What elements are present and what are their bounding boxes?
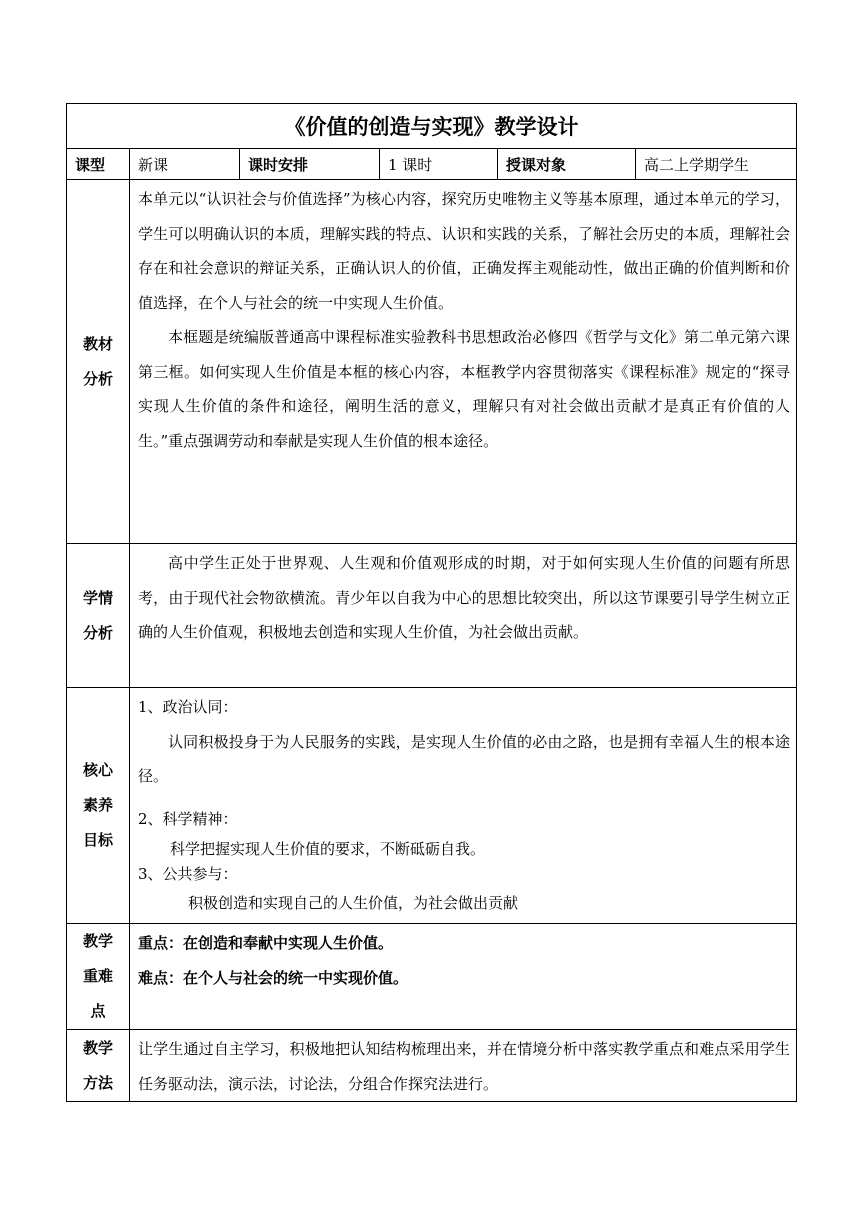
- student-content: [130, 544, 797, 688]
- core-content: [130, 688, 797, 924]
- info-row: [67, 149, 797, 180]
- core-text-1: 认同积极投身于为人民服务的实践，是实现人生价值的必由之路，也是拥有幸福人生的根本途径。: [138, 732, 791, 785]
- method-text: 让学生通过自主学习，积极地把认知结构梳理出来，并在情境分析中落实教学重点和难点采用学生任务驱动法，演示法，讨论法，分组合作探究法进行。: [138, 1040, 791, 1093]
- method-label-line2: 方法: [82, 1073, 113, 1092]
- student-para1: 高中学生正处于世界观、人生观和价值观形成的时期，对于如何实现人生价值的问题有所思考，由于现代社会物欲横流。青少年以自我为中心的思想比较突出，所以这节课要引导学生树立正确的人生价值观，积极地去创造和实现人生价值，为社会做出贡献。: [138, 554, 791, 641]
- lesson-plan-table: [66, 103, 797, 1102]
- keypoints-label-line1: 教学: [82, 932, 113, 950]
- audience-label: 授课对象: [498, 149, 636, 180]
- student-row: [67, 544, 797, 688]
- page-title: 《价值的创造与实现》教学设计: [67, 104, 797, 149]
- textbook-row: [67, 180, 797, 544]
- method-label: [67, 1030, 130, 1102]
- core-text-3: 积极创造和实现自己的人生价值，为社会做出贡献: [188, 894, 519, 912]
- hours-value: 1 课时: [380, 149, 498, 180]
- keypoints-content: [130, 924, 797, 1030]
- core-label-line3: 目标: [82, 831, 113, 849]
- keypoints-row: [67, 924, 797, 1030]
- textbook-para1: 本单元以“认识社会与价值选择”为核心内容，探究历史唯物主义等基本原理，通过本单元的学习，学生可以明确认识的本质，理解实践的特点、认识和实践的关系，了解社会历史的本质，理解社会存在和社会意识的辩证关系，正确认识人的价值，正确发挥主观能动性，做出正确的价值判断和价值选择，在个人与社会的统一中实现人生价值。: [138, 190, 791, 312]
- core-row: [67, 688, 797, 924]
- student-label: [67, 544, 130, 688]
- core-heading-3: 3、公共参与：: [138, 865, 238, 883]
- method-content: [130, 1030, 797, 1102]
- core-label-line2: 素养: [82, 796, 113, 814]
- textbook-content: [130, 180, 797, 544]
- core-text-2: 科学把握实现人生价值的要求，不断砥砺自我。: [170, 840, 486, 858]
- core-heading-2: 2、科学精神：: [138, 809, 238, 828]
- textbook-label-line2: 分析: [82, 369, 113, 388]
- keypoints-label-line2: 重难: [82, 967, 113, 985]
- key-point: 重点：在创造和奉献中实现人生价值。: [138, 934, 394, 952]
- student-label-line1: 学情: [82, 588, 113, 607]
- method-label-line1: 教学: [82, 1038, 113, 1057]
- title-row: [67, 104, 797, 149]
- textbook-para2: 本框题是统编版普通高中课程标准实验教科书思想政治必修四《哲学与文化》第二单元第六课第三框。如何实现人生价值是本框的核心内容，本框教学内容贯彻落实《课程标准》规定的“探寻实现人生价值的条件和途径，阐明生活的意义，理解只有对社会做出贡献才是真正有价值的人生。”重点强调劳动和奉献是实现人生价值的根本途径。: [138, 328, 791, 450]
- method-row: [67, 1030, 797, 1102]
- textbook-label-line1: 教材: [82, 334, 113, 353]
- core-label-line1: 核心: [82, 761, 113, 779]
- audience-value: 高二上学期学生: [636, 149, 797, 180]
- textbook-label: [67, 180, 130, 544]
- core-heading-1: 1、政治认同：: [138, 698, 238, 716]
- type-label: 课型: [67, 149, 130, 180]
- keypoints-label: [67, 924, 130, 1030]
- student-label-line2: 分析: [82, 623, 113, 642]
- type-value: 新课: [130, 149, 240, 180]
- keypoints-label-line3: 点: [90, 1002, 106, 1020]
- hours-label: 课时安排: [240, 149, 380, 180]
- difficult-point: 难点：在个人与社会的统一中实现价值。: [138, 968, 409, 987]
- core-label: [67, 688, 130, 924]
